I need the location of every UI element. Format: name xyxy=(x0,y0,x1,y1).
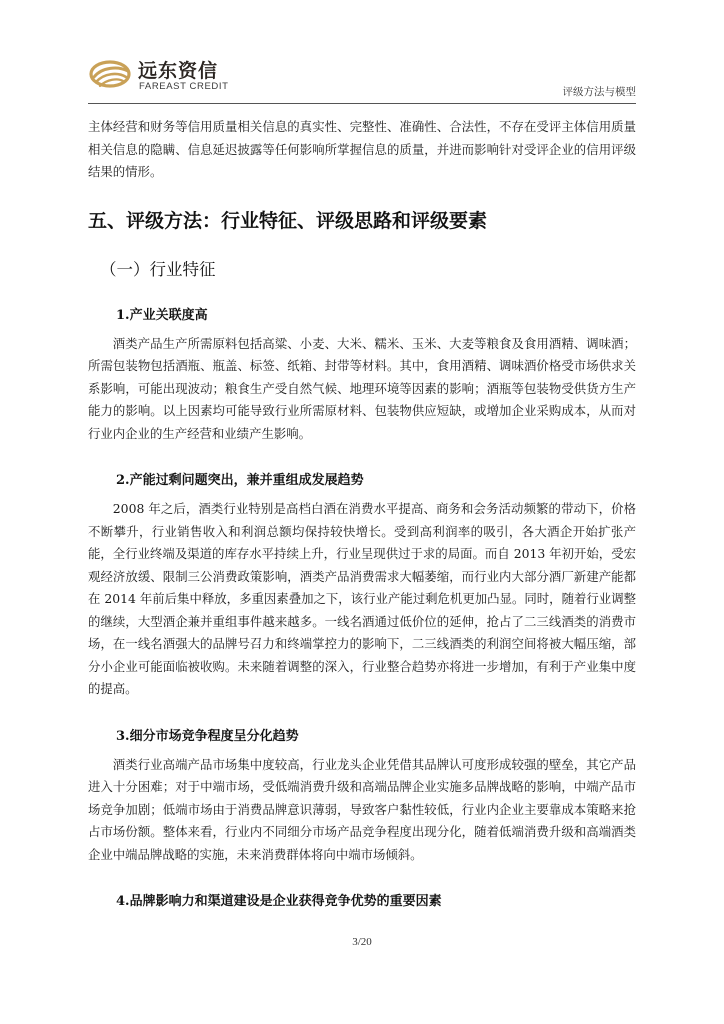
header-section-label: 评级方法与模型 xyxy=(562,86,636,98)
item-paragraph-3: 酒类行业高端产品市场集中度较高，行业龙头企业凭借其品牌认可度形成较强的壁垒，其它产品进入十分困难；对于中端市场，受低端消费升级和高端品牌企业实施多品牌战略的影响，中端产品市场竞争加剧；低端市场由于消费品牌意识薄弱，导致客户黏性较低，行业内企业主要靠成本策略来抢占市场份额。整体来看，行业内不同细分市场产品竞争程度出现分化，随着低端消费升级和高端酒类企业中端品牌战略的实施，未来消费群体将向中端市场倾斜。 xyxy=(88,756,636,862)
item-paragraph-1: 酒类产品生产所需原料包括高粱、小麦、大米、糯米、玉米、大麦等粮食及食用酒精、调味酒；所需包装物包括酒瓶、瓶盖、标签、纸箱、封带等材料。其中，食用酒精、调味酒价格受市场供求关系影响，可能出现波动；粮食生产受自然气候、地理环境等因素的影响；酒瓶等包装物受供货方生产能力的影响。以上因素均可能导致行业所需原材料、包装物供应短缺，或增加企业采购成本，从而对行业内企业的生产经营和业绩产生影响。 xyxy=(88,335,636,441)
item-heading-2: 2.产能过剩问题突出，兼并重组成发展趋势 xyxy=(116,473,364,488)
item-heading-3: 3.细分市场竞争程度呈分化趋势 xyxy=(116,728,299,744)
logo-text-cn: 远东资信 xyxy=(138,60,219,82)
item-heading-1: 1.产业关联度高 xyxy=(116,307,208,323)
fareast-credit-logo-icon xyxy=(88,52,132,96)
intro-paragraph: 主体经营和财务等信用质量相关信息的真实性、完整性、准确性、合法性，不存在受评主体信用质量相关信息的隐瞒、信息延迟披露等任何影响所掌握信息的质量，并进而影响针对受评企业的信用评级结果的情形。 xyxy=(88,119,636,179)
item-heading-4: 4.品牌影响力和渠道建设是企业获得竞争优势的重要因素 xyxy=(116,894,442,909)
item-paragraph-2: 2008 年之后，酒类行业特别是高档白酒在消费水平提高、商务和会务活动频繁的带动下，价格不断攀升，行业销售收入和利润总额均保持较快增长。受到高利润率的吸引，各大酒企开始扩张产能，全行业终端及渠道的库存水平持续上升，行业呈现供过于求的局面。而自 2013 年初开始，受宏观经济放缓、限制三公消费政策影响，酒类产品消费需求大幅萎缩，而行业内大部分酒厂新建产能都在 2014 年前后集中释放，多重因素叠加之下，该行业产能过剩危机更加凸显。同时，随着行业调整的继续，大型酒企兼并重组事件越来越多。一线名酒通过低价位的延伸，抢占了二三线酒类的消费市场，在一线名酒强大的品牌号召力和终端掌控力的影响下，二三线酒类的利润空间将被大幅压缩，部分小企业可能面临被收购。未来随着调整的深入，行业整合趋势亦将进一步增加，有利于产业集中度的提高。 xyxy=(88,501,636,696)
page-header xyxy=(88,48,636,104)
section-title: 五、评级方法：行业特征、评级思路和评级要素 xyxy=(88,209,488,232)
document-body xyxy=(88,116,636,919)
subsection-title: （一）行业特征 xyxy=(100,259,216,279)
logo-text-en: FAREAST CREDIT xyxy=(139,81,229,92)
header-divider xyxy=(88,103,636,104)
page-number: 3/20 xyxy=(352,936,372,948)
